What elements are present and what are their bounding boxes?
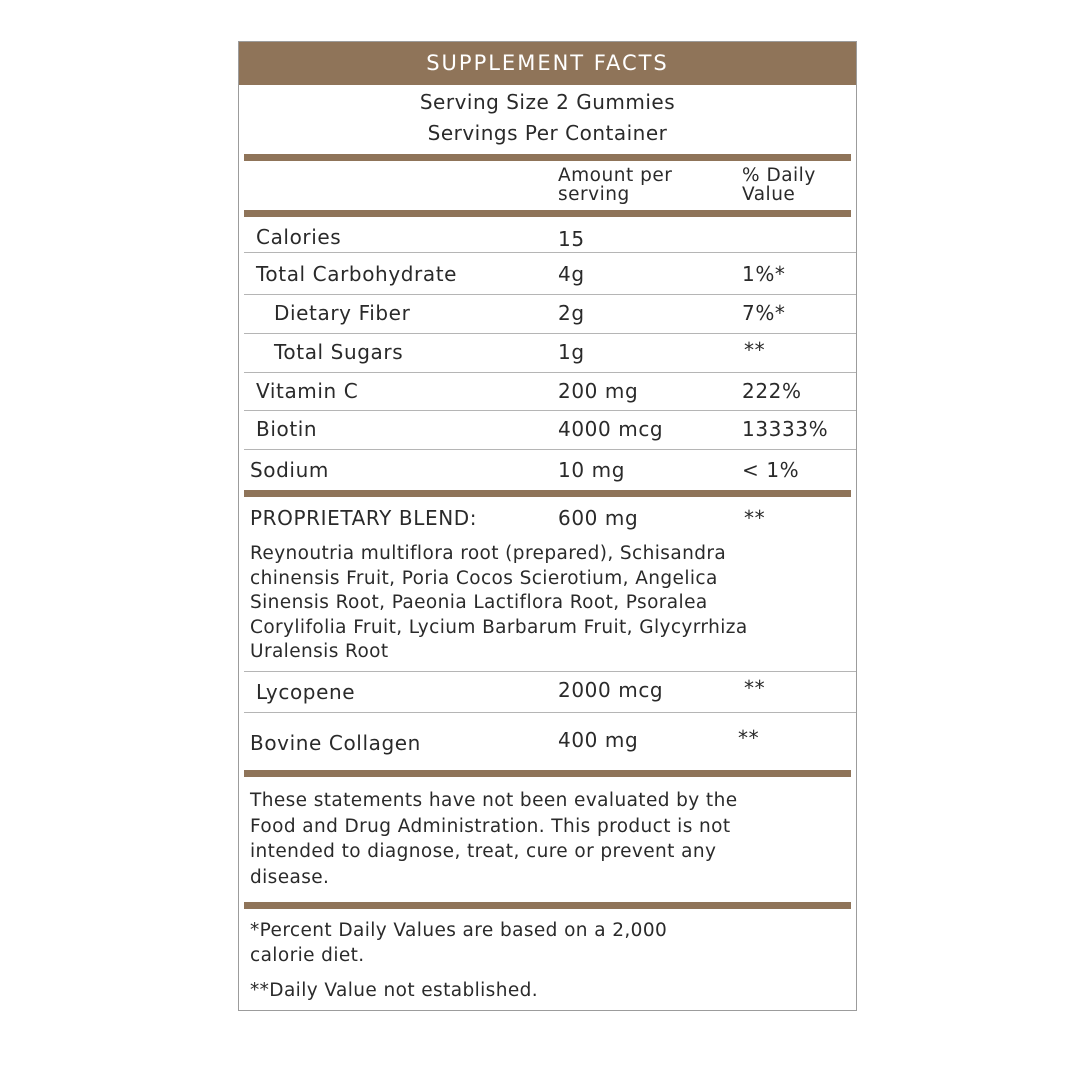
panel-title: SUPPLEMENT FACTS — [239, 42, 856, 85]
nutrient-amount: 200 mg — [558, 379, 639, 403]
ingredient-daily-value: ** — [738, 726, 760, 750]
thick-divider — [244, 154, 851, 161]
nutrient-name: Biotin — [256, 417, 318, 441]
row-divider — [244, 252, 856, 253]
row-divider — [244, 410, 856, 411]
thick-divider — [244, 210, 851, 217]
ingredient-name: Lycopene — [256, 680, 356, 704]
nutrient-amount: 1g — [558, 340, 585, 364]
footnote-percent-daily: *Percent Daily Values are based on a 2,000 calorie diet. — [250, 920, 668, 966]
nutrient-daily-value: 13333% — [742, 417, 829, 441]
supplement-facts-panel — [238, 41, 857, 1011]
row-divider — [244, 449, 856, 450]
nutrient-amount: 10 mg — [558, 458, 625, 482]
row-divider — [244, 712, 856, 713]
nutrient-name: Vitamin C — [256, 379, 359, 403]
servings-per-container: Servings Per Container — [427, 121, 668, 145]
nutrient-name: Total Carbohydrate — [256, 262, 458, 286]
amount-column-header: Amount per serving — [558, 165, 673, 205]
nutrient-daily-value: 222% — [742, 379, 802, 403]
blend-ingredients: Reynoutria multiflora root (prepared), Schisandra chinensis Fruit, Poria Cocos Scierotium, Angelica Sinensis Root, Paeonia Lactiflora Root, Psoralea Corylifolia Fruit, Lycium Barbarum Fruit, Glycyrrhiza Uralensis Root — [250, 543, 748, 662]
blend-daily-value: ** — [744, 506, 766, 530]
thick-divider — [244, 770, 851, 777]
ingredient-amount: 400 mg — [558, 728, 639, 752]
row-divider — [244, 294, 856, 295]
thick-divider — [244, 902, 851, 909]
ingredient-daily-value: ** — [744, 676, 766, 700]
fda-disclaimer: These statements have not been evaluated by the Food and Drug Administration. This product is not intended to diagnose, treat, cure or prevent any disease. — [250, 790, 738, 888]
nutrient-amount: 15 — [558, 227, 585, 251]
row-divider — [244, 333, 856, 334]
daily-value-column-header: % Daily Value — [742, 165, 816, 205]
ingredient-amount: 2000 mcg — [558, 678, 664, 702]
nutrient-amount: 2g — [558, 301, 585, 325]
nutrient-daily-value: ** — [744, 338, 766, 362]
nutrient-name: Dietary Fiber — [274, 301, 411, 325]
blend-name: PROPRIETARY BLEND: — [250, 506, 478, 530]
nutrient-amount: 4000 mcg — [558, 417, 664, 441]
nutrient-daily-value: 1%* — [742, 262, 786, 286]
nutrient-name: Sodium — [250, 458, 329, 482]
footnote-not-established: **Daily Value not established. — [250, 980, 539, 1001]
nutrient-daily-value: 7%* — [742, 301, 786, 325]
blend-amount: 600 mg — [558, 506, 639, 530]
nutrient-amount: 4g — [558, 262, 585, 286]
nutrient-daily-value: < 1% — [742, 458, 800, 482]
ingredient-name: Bovine Collagen — [250, 731, 421, 755]
serving-size: Serving Size 2 Gummies — [419, 90, 676, 114]
thick-divider — [244, 490, 851, 497]
row-divider — [244, 372, 856, 373]
nutrient-name: Total Sugars — [274, 340, 404, 364]
row-divider — [244, 671, 856, 672]
nutrient-name: Calories — [256, 225, 342, 249]
